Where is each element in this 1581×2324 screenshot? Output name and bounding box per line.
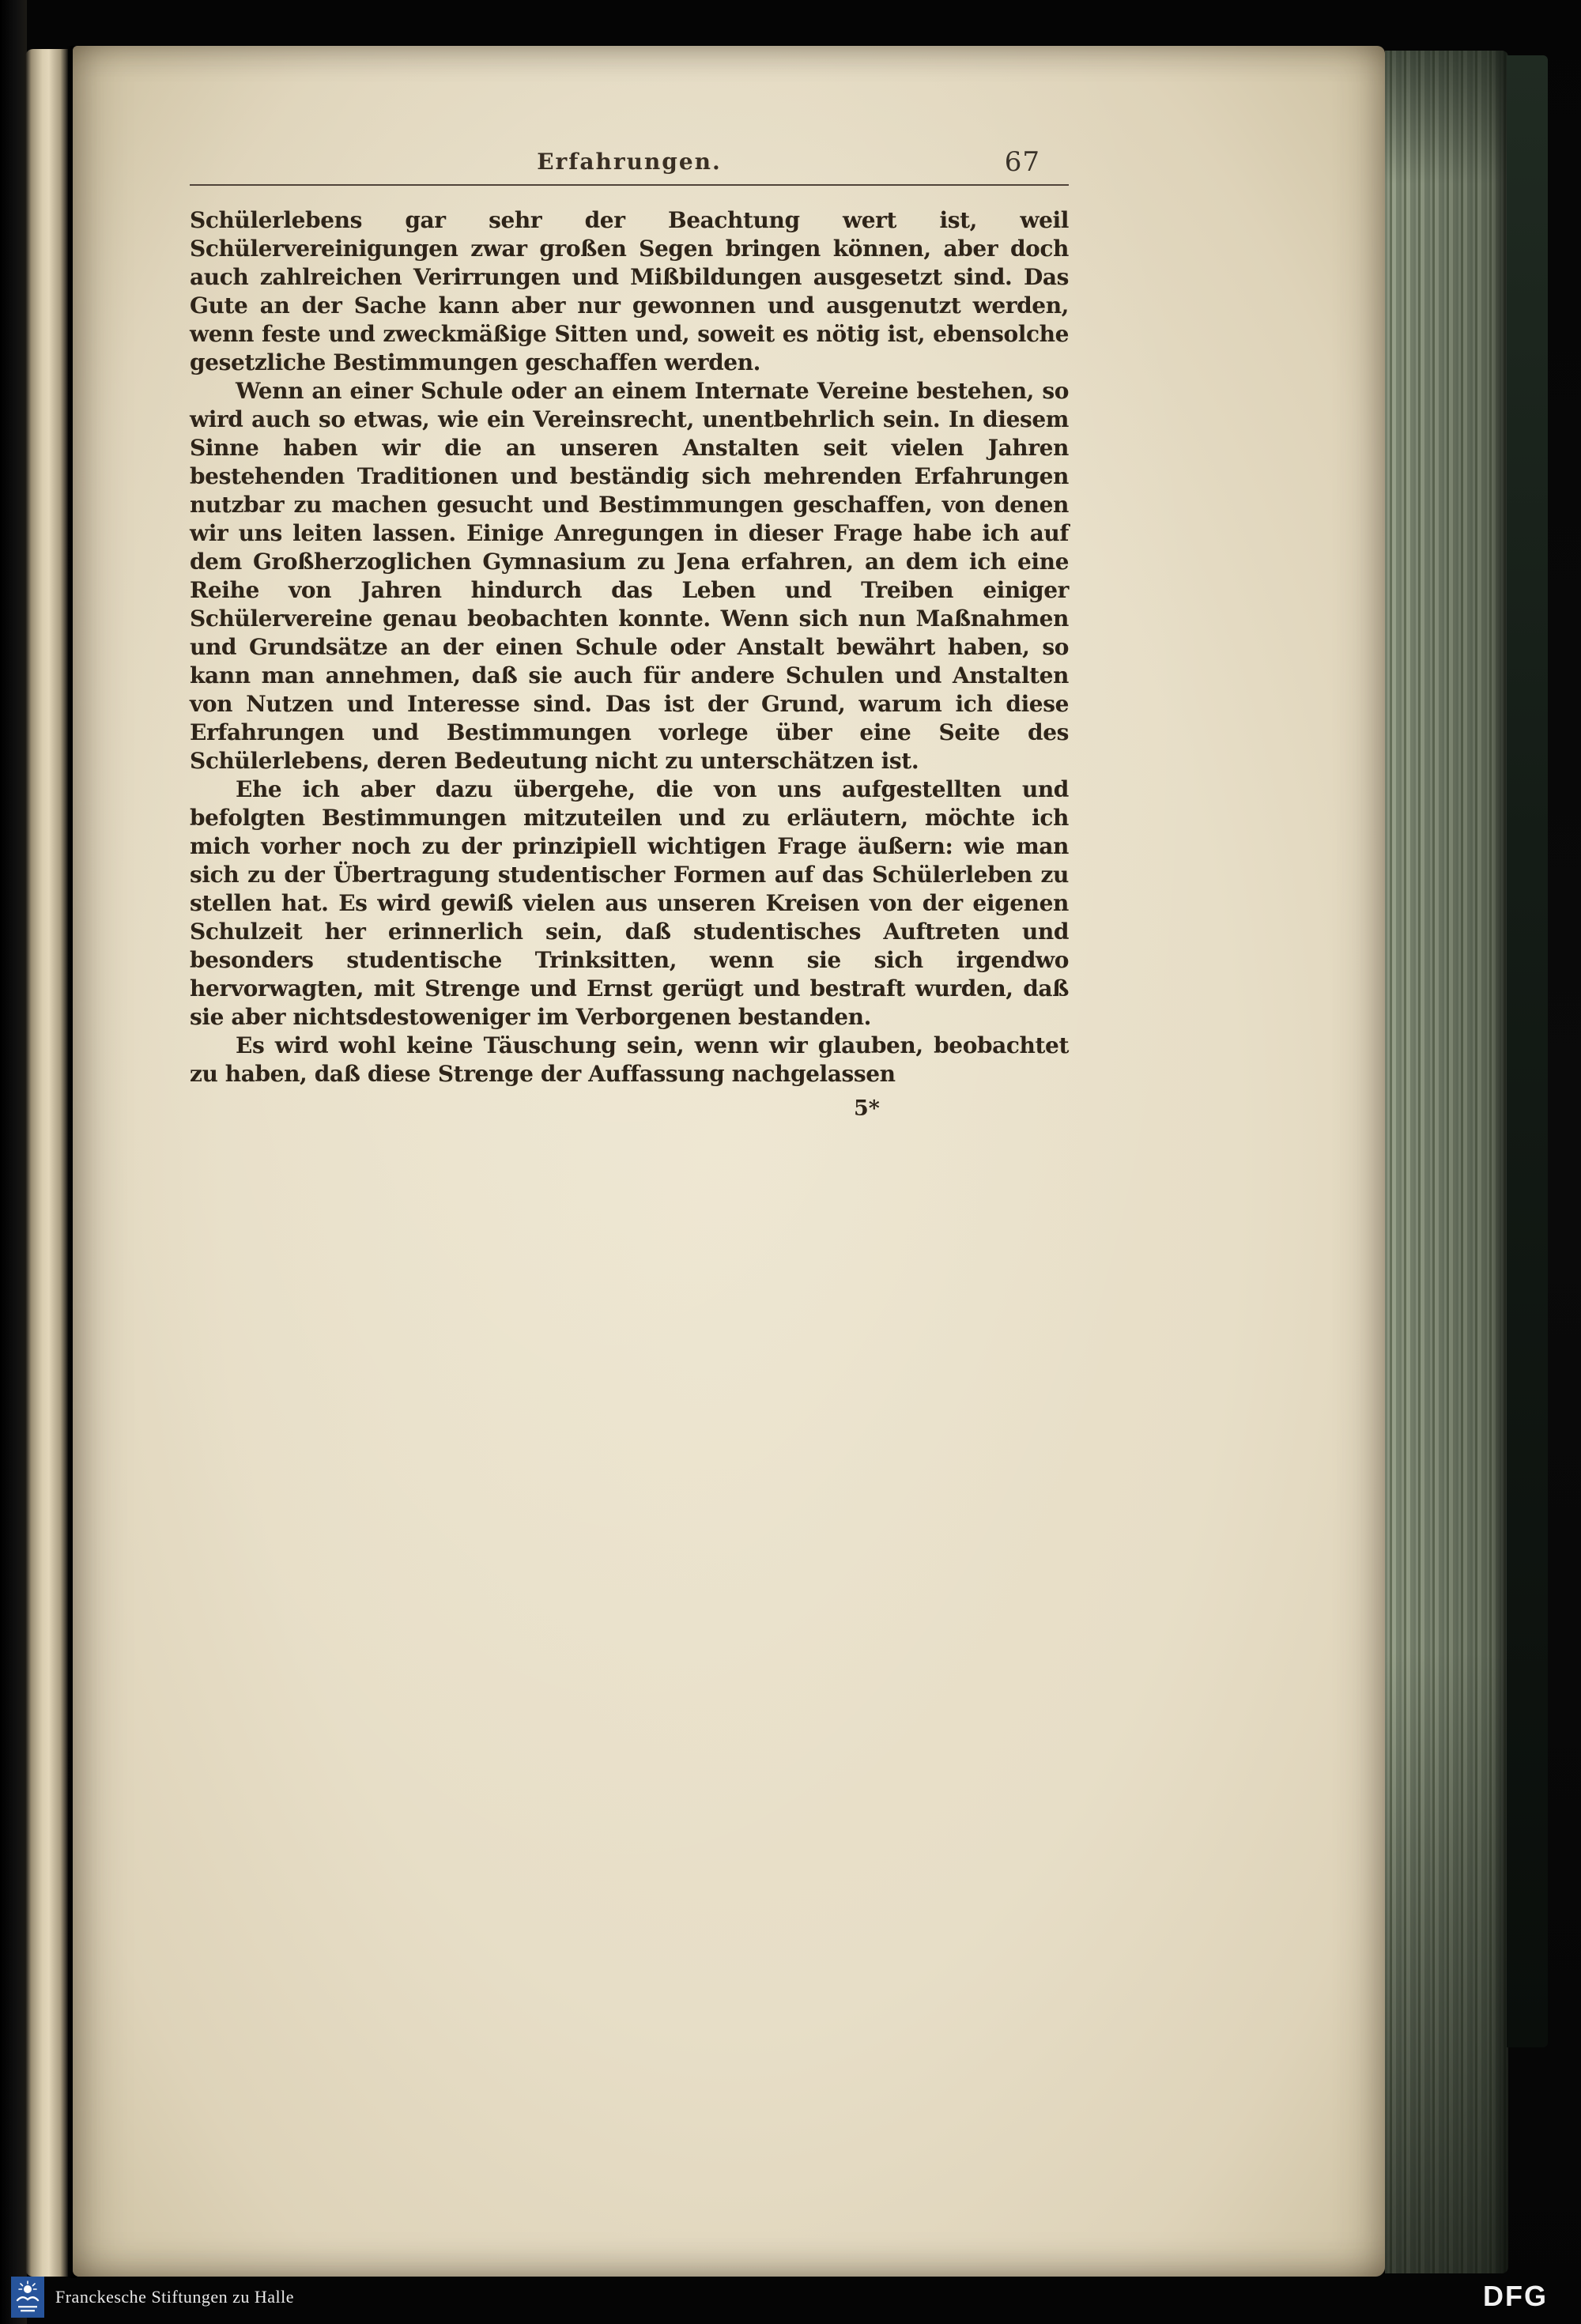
dfg-logo: DFG <box>1483 2280 1548 2312</box>
signature-mark: 5* <box>854 1096 880 1121</box>
footer-bar <box>0 2273 1581 2324</box>
book-cover-right <box>1507 55 1548 2047</box>
page-number: 67 <box>1004 146 1040 178</box>
paragraph-2: Wenn an einer Schule oder an einem Internate Vereine bestehen, so wird auch so etwas, wie ein Vereinsrecht, unentbehrlich sein. In diesem Sinne haben wir die an unseren Anstalten seit vielen Jahren bestehenden Traditionen und beständig sich mehrenden Erfahrungen nutzbar zu machen gesucht und Bestimmungen geschaffen, von denen wir uns leiten lassen. Einige Anregungen in dieser Frage habe ich auf dem Großherzoglichen Gymnasium zu Jena erfahren, an dem ich eine Reihe von Jahren hindurch das Leben und Treiben einiger Schülervereine genau beobachten konnte. Wenn sich nun Maßnahmen und Grundsätze an der einen Schule oder Anstalt bewährt haben, so kann man annehmen, daß sie auch für andere Schulen und Anstalten von Nutzen und Interesse sind. Das ist der Grund, warum ich diese Erfahrungen und Bestimmungen vorlege über eine Seite des Schülerlebens, deren Bedeutung nicht zu unterschätzen ist. <box>190 378 1069 774</box>
page-header <box>190 146 1069 186</box>
facing-page-edge <box>25 49 68 2277</box>
body-text <box>190 206 1069 1121</box>
text-column <box>190 146 1069 1121</box>
library-badge <box>11 2277 294 2318</box>
book-cover-left <box>0 0 27 2324</box>
paragraph-3: Ehe ich aber dazu übergehe, die von uns aufgestellten und befolgten Bestimmungen mitzuteilen und zu erläutern, möchte ich mich vorher noch zu der prinzipiell wichtigen Frage äußern: wie man sich zu der Übertragung studentischer Formen auf das Schülerleben zu stellen hat. Es wird gewiß vielen aus unseren Kreisen von der eigenen Schulzeit her erinnerlich sein, daß studentisches Auftreten und besonders studentische Trinksitten, wenn sie sich irgendwo hervorwagten, mit Strenge und Ernst gerügt und bestraft wurden, daß sie aber nichtsdestoweniger im Verborgenen bestanden. <box>190 776 1069 1030</box>
book-page <box>73 46 1385 2277</box>
paragraph-4: Es wird wohl keine Täuschung sein, wenn wir glauben, beobachtet zu haben, daß diese Strenge der Auffassung nachgelassen <box>190 1032 1069 1087</box>
francke-foundations-emblem-icon <box>11 2277 44 2318</box>
paragraph-1: Schülerlebens gar sehr der Beachtung wert ist, weil Schülervereinigungen zwar großen Segen bringen können, aber doch auch zahlreichen Verirrungen und Mißbildungen ausgesetzt sind. Das Gute an der Sache kann aber nur gewonnen und ausgenutzt werden, wenn feste und zweckmäßige Sitten und, soweit es nötig ist, ebensolche gesetzliche Bestimmungen geschaffen werden. <box>190 207 1069 375</box>
page-stack-fore-edge <box>1385 51 1508 2273</box>
library-label: Franckesche Stiftungen zu Halle <box>55 2287 295 2307</box>
running-header: Erfahrungen. <box>537 149 722 175</box>
